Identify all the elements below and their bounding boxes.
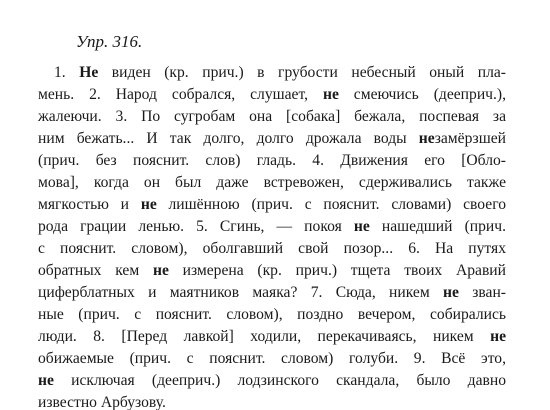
exercise-page: [38, 32, 506, 410]
text-segment: обратных кем: [38, 262, 153, 279]
text-segment: циферблатных и маятников маяка? 7. Сюда, никем: [38, 284, 443, 301]
text-line: [38, 348, 506, 370]
text-segment: рода грации ленью. 5. Сгинь, — покоя: [38, 218, 354, 235]
text-segment: смеючись (дееприч.),: [338, 86, 507, 103]
text-line: [38, 216, 506, 238]
text-segment: измерена (кр. прич.) тщета твоих Аравий: [168, 262, 506, 279]
text-segment: мова], когда он был даже встревожен, сдерживались также: [38, 174, 506, 191]
text-segment: мягкостью и: [38, 196, 141, 213]
text-segment: исключая (дееприч.) лодзинского скандала, было давно: [53, 372, 506, 389]
text-segment: обижаемые (прич. с пояснит. словом) голуби. 9. Всё это,: [38, 350, 506, 367]
emphasized-particle: не: [418, 130, 435, 147]
text-segment: мень. 2. Народ собрался, слушает,: [38, 86, 323, 103]
text-line: [38, 62, 506, 84]
emphasized-particle: не: [38, 372, 54, 389]
text-segment: нашедший (прич.: [369, 218, 507, 235]
exercise-heading: Упр. 316.: [76, 32, 143, 51]
text-line: [38, 370, 506, 392]
text-segment: 1.: [54, 64, 80, 81]
text-segment: (прич. без пояснит. слов) гладь. 4. Движения его [Обло-: [38, 152, 506, 169]
emphasized-particle: не: [490, 328, 506, 345]
text-line: [38, 392, 506, 410]
text-segment: ные (прич. с пояснит. словом), поздно вечером, собирались: [38, 306, 506, 323]
text-segment: лишённою (прич. с пояснит. словами) своего: [156, 196, 507, 213]
text-segment: замёрзшей: [434, 130, 506, 147]
text-line: [38, 106, 506, 128]
text-line: [38, 84, 506, 106]
emphasized-particle: Не: [79, 64, 99, 81]
emphasized-particle: не: [140, 196, 157, 213]
text-segment: с пояснит. словом), оболгавший свой позор... 6. На путях: [38, 240, 506, 257]
text-line: [38, 304, 506, 326]
text-line: [38, 260, 506, 282]
text-line: [38, 150, 506, 172]
text-line: [38, 326, 506, 348]
text-line: [38, 172, 506, 194]
emphasized-particle: не: [353, 218, 370, 235]
text-segment: виден (кр. прич.) в грубости небесный оный пла-: [98, 64, 506, 81]
emphasized-particle: не: [152, 262, 169, 279]
text-segment: зван-: [458, 284, 506, 301]
text-segment: известно Арбузову.: [38, 394, 166, 410]
emphasized-particle: не: [443, 284, 459, 301]
text-line: [38, 194, 506, 216]
text-segment: люди. 8. [Перед лавкой] ходили, перекачиваясь, никем: [38, 328, 491, 345]
exercise-text: [38, 62, 506, 410]
emphasized-particle: не: [322, 86, 339, 103]
text-segment: жалеючи. 3. По сугробам она [собака] бежала, поспевая за: [38, 108, 506, 125]
text-line: [38, 238, 506, 260]
text-line: [38, 128, 506, 150]
text-line: [38, 282, 506, 304]
text-segment: ним бежать... И так долго, долго дрожала воды: [38, 130, 419, 147]
